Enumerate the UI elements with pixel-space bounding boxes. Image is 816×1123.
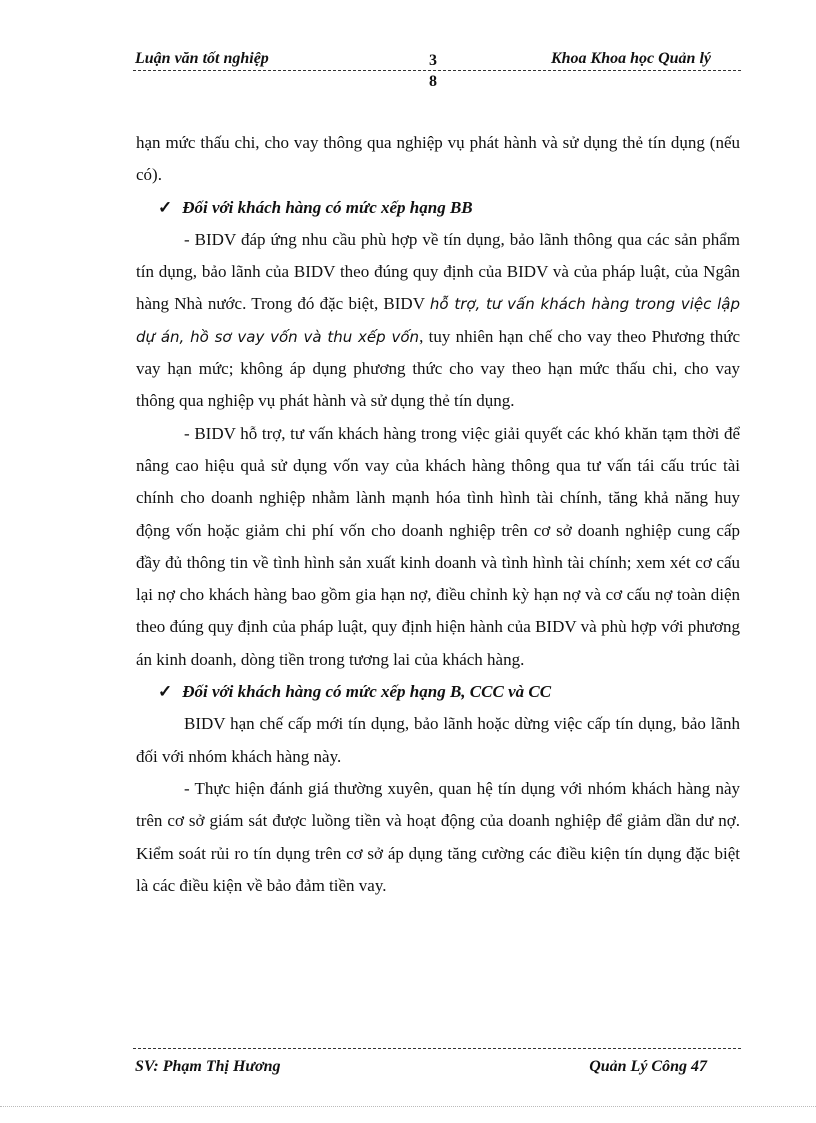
paragraph-text: - BIDV đáp ứng nhu cầu phù hợp về tín dụng, bảo lãnh thông qua các sản phẩm tín dụng, bảo lãnh của BIDV theo đúng quy định của BIDV và của pháp luật, của Ngân hàng Nhà nước. Trong đó đặc biệt, BIDV <box>136 229 740 314</box>
footer-student-name: SV: Phạm Thị Hương <box>135 1058 281 1075</box>
paragraph-emphasis: hỗ trợ, tư vấn khách hàng trong việc lập dự án, hồ sơ vay vốn và thu xếp vốn <box>136 295 740 346</box>
page-edge-divider <box>0 1106 816 1107</box>
page-number-bottom: 8 <box>429 73 437 90</box>
paragraph-text: , tuy nhiên hạn chế cho vay theo Phương thức vay hạn mức; không áp dụng phương thức cho vay theo hạn mức thấu chi, cho vay thông qua nghiệp vụ phát hành và sử dụng thẻ tín dụng. <box>136 326 740 411</box>
paragraph-b-monitoring: - Thực hiện đánh giá thường xuyên, quan hệ tín dụng với nhóm khách hàng này trên cơ sở giám sát được luồng tiền và hoạt động của doanh nghiệp để giảm dần dư nợ. Kiểm soát rủi ro tín dụng trên cơ sở áp dụng tăng cường các điều kiện tín dụng đặc biệt là các điều kiện về bảo đảm tiền vay. <box>136 778 740 895</box>
paragraph-bb-support <box>136 224 740 418</box>
paragraph-continuation: hạn mức thấu chi, cho vay thông qua nghiệp vụ phát hành và sử dụng thẻ tín dụng (nếu có). <box>136 133 740 185</box>
check-icon: ✓ <box>158 682 173 702</box>
footer-rule <box>133 1048 741 1049</box>
page-header <box>133 46 741 90</box>
heading-text: Đối với khách hàng có mức xếp hạng B, CCC và CC <box>182 682 552 702</box>
header-thesis-title: Luận văn tốt nghiệp <box>135 50 269 67</box>
paragraph-bb-restructuring: - BIDV hỗ trợ, tư vấn khách hàng trong việc giải quyết các khó khăn tạm thời để nâng cao hiệu quả sử dụng vốn vay của khách hàng thông qua tư vấn tái cấu trúc tài chính cho doanh nghiệp nhằm lành mạnh hóa tình hình tài chính, tăng khả năng huy động vốn hoặc giảm chi phí vốn cho doanh nghiệp trên cơ sở doanh nghiệp cung cấp đầy đủ thông tin về tình hình sản xuất kinh doanh và tình hình tài chính; xem xét cơ cấu lại nợ cho khách hàng bao gồm gia hạn nợ, điều chỉnh kỳ hạn nợ và cơ cấu nợ toàn diện theo đúng quy định của pháp luật, quy định hiện hành của BIDV và phù hợp với phương án kinh doanh, dòng tiền trong tương lai của khách hàng. <box>136 423 740 669</box>
paragraph-b-limit: BIDV hạn chế cấp mới tín dụng, bảo lãnh hoặc dừng việc cấp tín dụng, bảo lãnh đối với nhóm khách hàng này. <box>136 714 740 766</box>
section-heading-bb <box>136 192 740 224</box>
section-heading-b-ccc-cc <box>136 676 740 708</box>
page-number-top: 3 <box>429 52 437 69</box>
header-rule <box>133 70 741 71</box>
header-page-number <box>426 50 440 92</box>
heading-text: Đối với khách hàng có mức xếp hạng BB <box>182 197 473 217</box>
page-footer <box>133 1048 741 1078</box>
header-faculty: Khoa Khoa học Quản lý <box>550 50 711 67</box>
page-body <box>136 127 740 902</box>
check-icon: ✓ <box>158 197 173 217</box>
footer-class: Quản Lý Công 47 <box>589 1058 707 1075</box>
